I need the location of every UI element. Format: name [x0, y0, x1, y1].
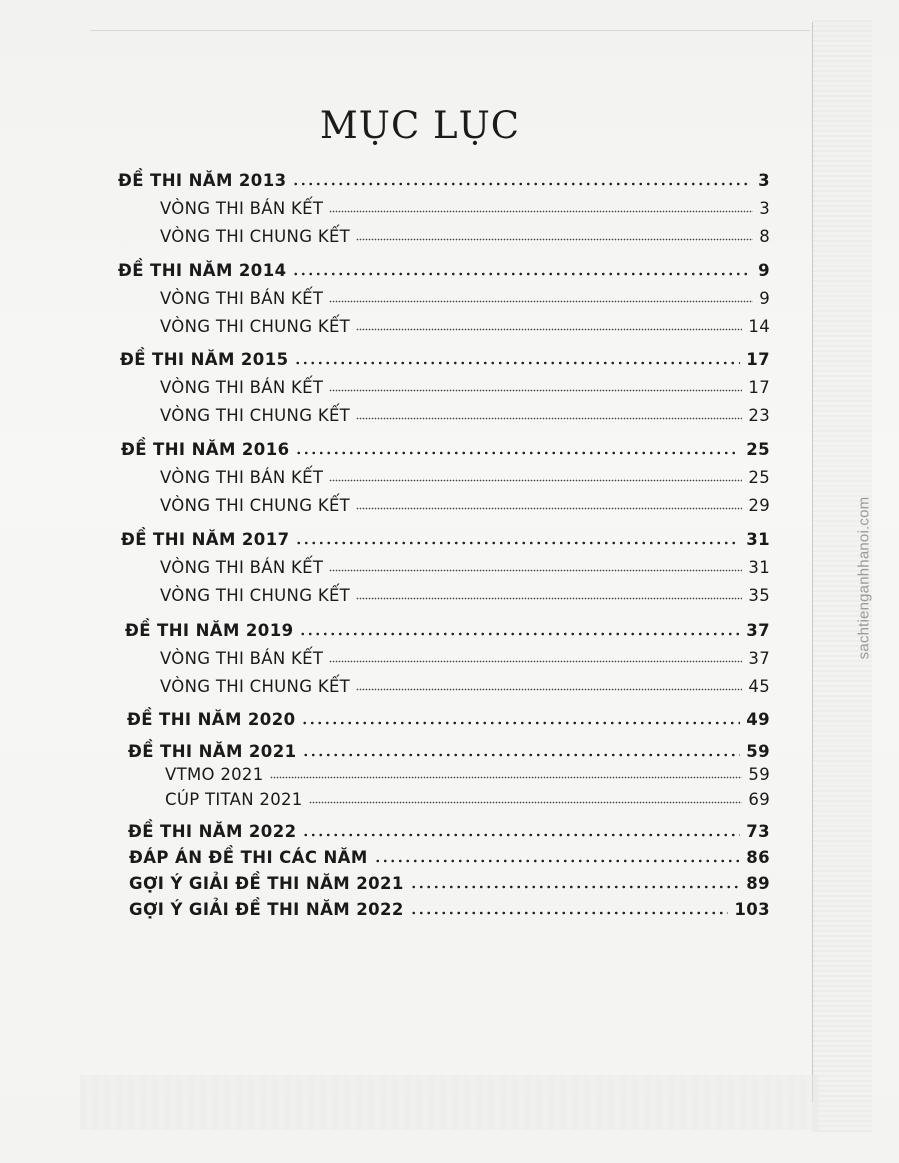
dot-leader: [329, 467, 742, 483]
toc-page-number: 25: [748, 468, 770, 487]
toc-entry-title: VÒNG THI CHUNG KẾT: [160, 677, 351, 696]
toc-entry-title: CÚP TITAN 2021: [165, 790, 303, 809]
bleed-through-strip: [80, 1075, 820, 1130]
dot-leader: [295, 529, 740, 545]
dot-leader: [329, 198, 753, 214]
dot-leader: [329, 377, 742, 393]
toc-section-entry: [128, 821, 770, 845]
toc-entry-title: VÒNG THI BÁN KẾT: [160, 199, 324, 218]
dot-leader: [356, 676, 742, 692]
toc-section-entry: [120, 349, 770, 373]
toc-page-number: 73: [746, 822, 770, 841]
watermark-text: sachtienganhhanoi.com: [855, 496, 873, 660]
dot-leader: [329, 557, 742, 573]
toc-subsection-entry: [160, 676, 770, 700]
dot-leader: [374, 847, 741, 863]
dot-leader: [301, 709, 740, 725]
dot-leader: [302, 821, 740, 837]
toc-page-number: 9: [759, 289, 770, 308]
toc-section-entry: [125, 620, 770, 644]
dot-leader: [270, 764, 743, 780]
toc-subsection-entry: [160, 495, 770, 519]
dot-leader: [329, 648, 742, 664]
dot-leader: [302, 741, 740, 757]
dot-leader: [356, 226, 753, 242]
toc-page-number: 35: [748, 586, 770, 605]
toc-entry-title: VTMO 2021: [165, 765, 264, 784]
toc-subsection-entry: [160, 405, 770, 429]
toc-entry-title: VÒNG THI BÁN KẾT: [160, 649, 324, 668]
toc-entry-title: ĐỀ THI NĂM 2014: [118, 261, 287, 280]
toc-page-number: 49: [746, 710, 770, 729]
toc-page-number: 89: [746, 874, 770, 893]
dot-leader: [410, 873, 741, 889]
toc-entry-title: GỢI Ý GIẢI ĐỀ THI NĂM 2022: [129, 900, 404, 919]
dot-leader: [356, 316, 742, 332]
toc-subsection-entry: [160, 198, 770, 222]
toc-entry-title: ĐỀ THI NĂM 2016: [121, 440, 290, 459]
toc-entry-title: ĐỀ THI NĂM 2021: [128, 742, 297, 761]
toc-entry-title: GỢI Ý GIẢI ĐỀ THI NĂM 2021: [129, 874, 404, 893]
toc-subsection-entry: [160, 316, 770, 340]
toc-page-number: 23: [748, 406, 770, 425]
toc-entry-title: VÒNG THI BÁN KẾT: [160, 378, 324, 397]
toc-page-number: 3: [758, 171, 770, 190]
toc-entry-title: ĐỀ THI NĂM 2015: [120, 350, 289, 369]
toc-entry-title: ĐỀ THI NĂM 2019: [125, 621, 294, 640]
toc-page-number: 9: [758, 261, 770, 280]
toc-section-entry: [127, 709, 770, 733]
toc-subsection-entry: [165, 789, 770, 813]
toc-page-number: 25: [746, 440, 770, 459]
toc-entry-title: VÒNG THI CHUNG KẾT: [160, 496, 351, 515]
toc-page-number: 17: [748, 378, 770, 397]
toc-subsection-entry: [160, 288, 770, 312]
dot-leader: [356, 495, 742, 511]
toc-subsection-entry: [160, 467, 770, 491]
toc-subsection-entry: [160, 648, 770, 672]
toc-section-entry: [128, 741, 770, 765]
toc-entry-title: VÒNG THI CHUNG KẾT: [160, 586, 351, 605]
dot-leader: [356, 585, 742, 601]
toc-subsection-entry: [160, 585, 770, 609]
dot-leader: [309, 789, 743, 805]
toc-entry-title: VÒNG THI BÁN KẾT: [160, 558, 324, 577]
toc-entry-title: VÒNG THI CHUNG KẾT: [160, 406, 351, 425]
page-right-edge: [812, 22, 813, 1102]
toc-page-number: 3: [759, 199, 770, 218]
toc-section-entry: [118, 170, 770, 194]
toc-page-number: 59: [746, 742, 770, 761]
toc-entry-title: ĐỀ THI NĂM 2017: [121, 530, 290, 549]
dot-leader: [292, 170, 752, 186]
toc-section-entry: [129, 899, 770, 923]
toc-page-number: 59: [748, 765, 770, 784]
toc-entry-title: VÒNG THI CHUNG KẾT: [160, 317, 351, 336]
dot-leader: [295, 439, 740, 455]
toc-subsection-entry: [160, 226, 770, 250]
dot-leader: [356, 405, 742, 421]
toc-page-number: 69: [748, 790, 770, 809]
dot-leader: [329, 288, 753, 304]
dot-leader: [410, 899, 729, 915]
toc-section-entry: [129, 847, 770, 871]
page-title: MỤC LỤC: [319, 104, 521, 147]
dot-leader: [294, 349, 740, 365]
toc-page-number: 31: [748, 558, 770, 577]
dot-leader: [299, 620, 740, 636]
toc-page-number: 37: [746, 621, 770, 640]
dot-leader: [292, 260, 752, 276]
toc-entry-title: ĐÁP ÁN ĐỀ THI CÁC NĂM: [129, 848, 368, 867]
toc-entry-title: VÒNG THI BÁN KẾT: [160, 289, 324, 308]
toc-entry-title: VÒNG THI BÁN KẾT: [160, 468, 324, 487]
toc-page-number: 8: [759, 227, 770, 246]
toc-subsection-entry: [160, 557, 770, 581]
page-top-edge: [90, 30, 810, 31]
toc-page-number: 45: [748, 677, 770, 696]
toc-section-entry: [118, 260, 770, 284]
toc-section-entry: [129, 873, 770, 897]
toc-section-entry: [121, 439, 770, 463]
toc-page-number: 37: [748, 649, 770, 668]
toc-entry-title: ĐỀ THI NĂM 2020: [127, 710, 296, 729]
toc-page-number: 31: [746, 530, 770, 549]
toc-page-number: 14: [748, 317, 770, 336]
toc-subsection-entry: [160, 377, 770, 401]
toc-page-number: 29: [748, 496, 770, 515]
toc-entry-title: ĐỀ THI NĂM 2013: [118, 171, 287, 190]
toc-subsection-entry: [165, 764, 770, 788]
toc-page-number: 103: [734, 900, 770, 919]
toc-entry-title: ĐỀ THI NĂM 2022: [128, 822, 297, 841]
toc-page-number: 17: [746, 350, 770, 369]
toc-entry-title: VÒNG THI CHUNG KẾT: [160, 227, 351, 246]
toc-section-entry: [121, 529, 770, 553]
toc-page-number: 86: [746, 848, 770, 867]
